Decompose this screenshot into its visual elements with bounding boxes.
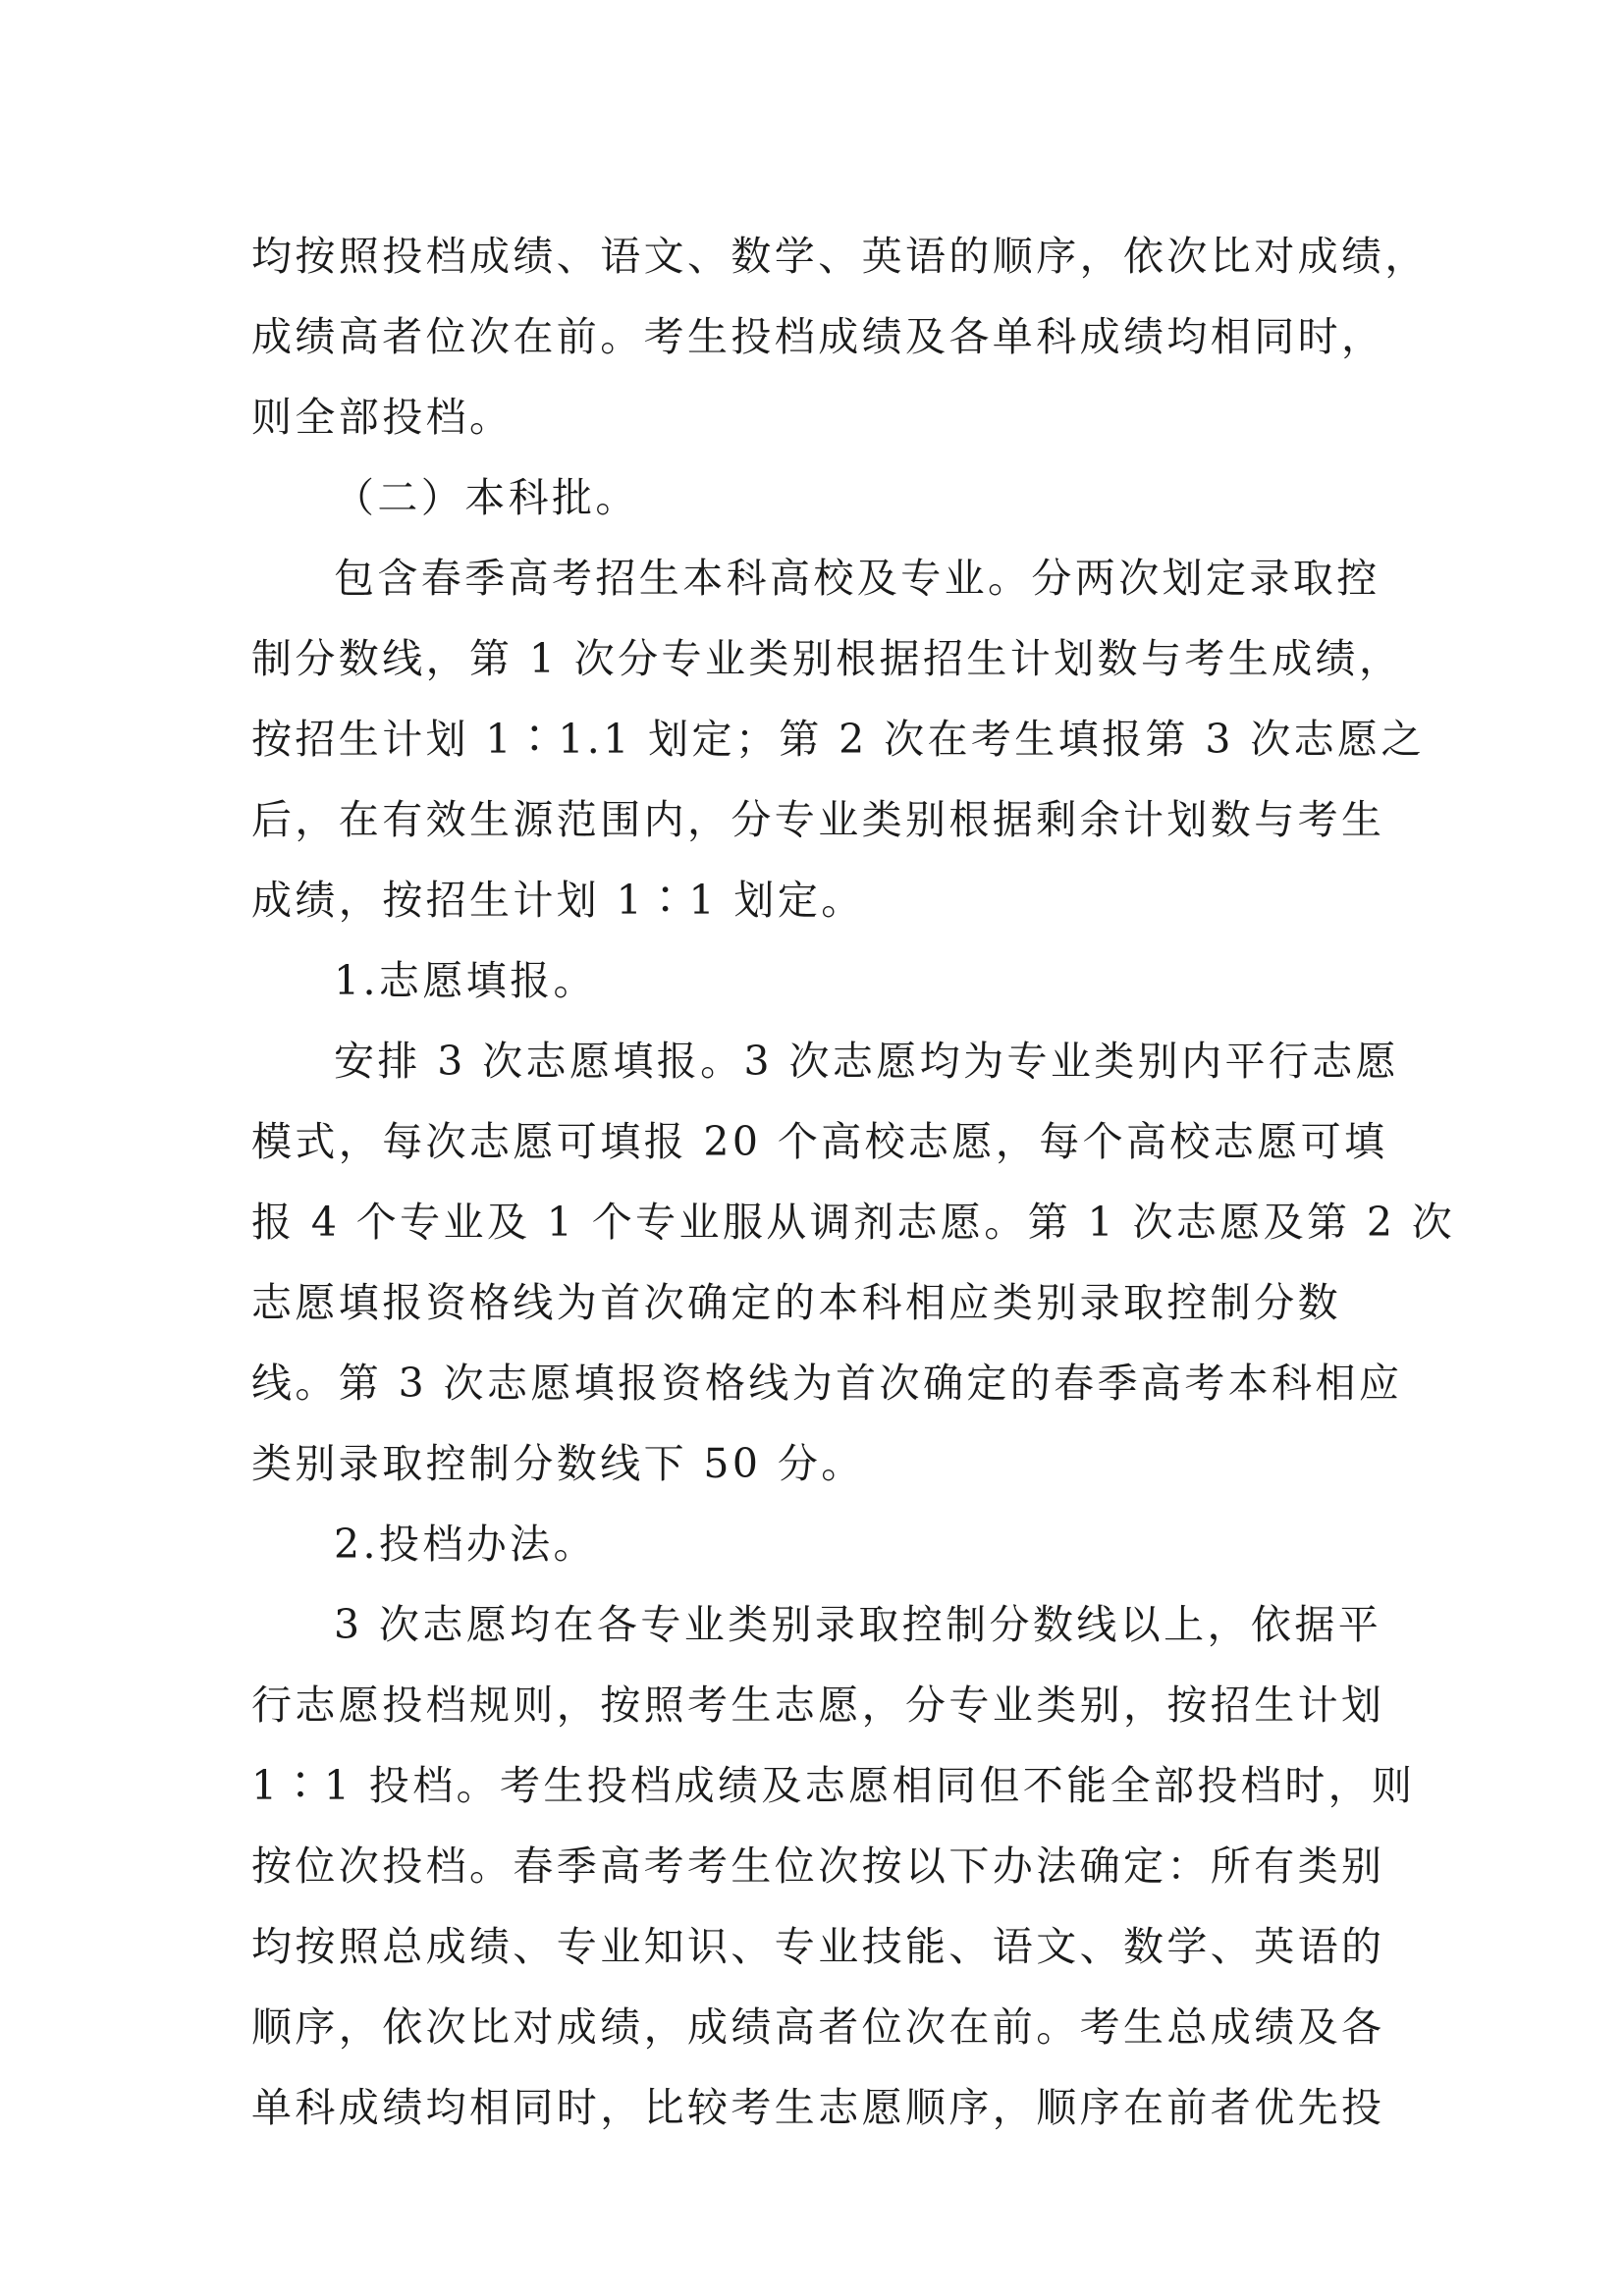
text-line: 线。第 3 次志愿填报资格线为首次确定的春季高考本科相应 — [251, 1360, 1403, 1407]
text-line: 类别录取控制分数线下 50 分。 — [251, 1440, 865, 1487]
text-line: 报 4 个专业及 1 个专业服从调剂志愿。第 1 次志愿及第 2 次 — [251, 1199, 1456, 1246]
text-line: 模式，每次志愿可填报 20 个高校志愿，每个高校志愿可填 — [251, 1118, 1388, 1165]
text-line: 1∶1 投档。考生投档成绩及志愿相同但不能全部投档时，则 — [251, 1762, 1416, 1809]
text-line: 均按照投档成绩、语文、数学、英语的顺序，依次比对成绩， — [251, 233, 1429, 280]
text-line: 制分数线，第 1 次分专业类别根据招生计划数与考生成绩， — [251, 635, 1403, 682]
body-text — [251, 216, 1456, 2148]
subsection-heading: 1.志愿填报。 — [334, 957, 597, 1004]
text-line: 成绩，按招生计划 1∶1 划定。 — [251, 877, 865, 924]
text-line: 单科成绩均相同时，比较考生志愿顺序，顺序在前者优先投 — [251, 2084, 1385, 2131]
text-line: 按招生计划 1∶1.1 划定；第 2 次在考生填报第 3 次志愿之 — [251, 716, 1425, 763]
text-line: 顺序，依次比对成绩，成绩高者位次在前。考生总成绩及各 — [251, 2003, 1385, 2051]
text-line: 均按照总成绩、专业知识、专业技能、语文、数学、英语的 — [251, 1923, 1385, 1970]
text-line: 按位次投档。春季高考考生位次按以下办法确定：所有类别 — [251, 1842, 1385, 1890]
text-line: 安排 3 次志愿填报。3 次志愿均为专业类别内平行志愿 — [334, 1038, 1400, 1085]
text-line: 志愿填报资格线为首次确定的本科相应类别录取控制分数 — [251, 1279, 1341, 1326]
text-line: 成绩高者位次在前。考生投档成绩及各单科成绩均相同时， — [251, 313, 1385, 360]
section-heading: （二）本科批。 — [334, 474, 639, 521]
text-line: 则全部投档。 — [251, 394, 514, 441]
text-line: 行志愿投档规则，按照考生志愿，分专业类别，按招生计划 — [251, 1682, 1385, 1729]
text-line: 包含春季高考招生本科高校及专业。分两次划定录取控 — [334, 555, 1380, 602]
text-line: 后，在有效生源范围内，分专业类别根据剩余计划数与考生 — [251, 796, 1385, 843]
text-line: 3 次志愿均在各专业类别录取控制分数线以上，依据平 — [334, 1601, 1382, 1648]
subsection-heading: 2.投档办法。 — [334, 1521, 597, 1568]
